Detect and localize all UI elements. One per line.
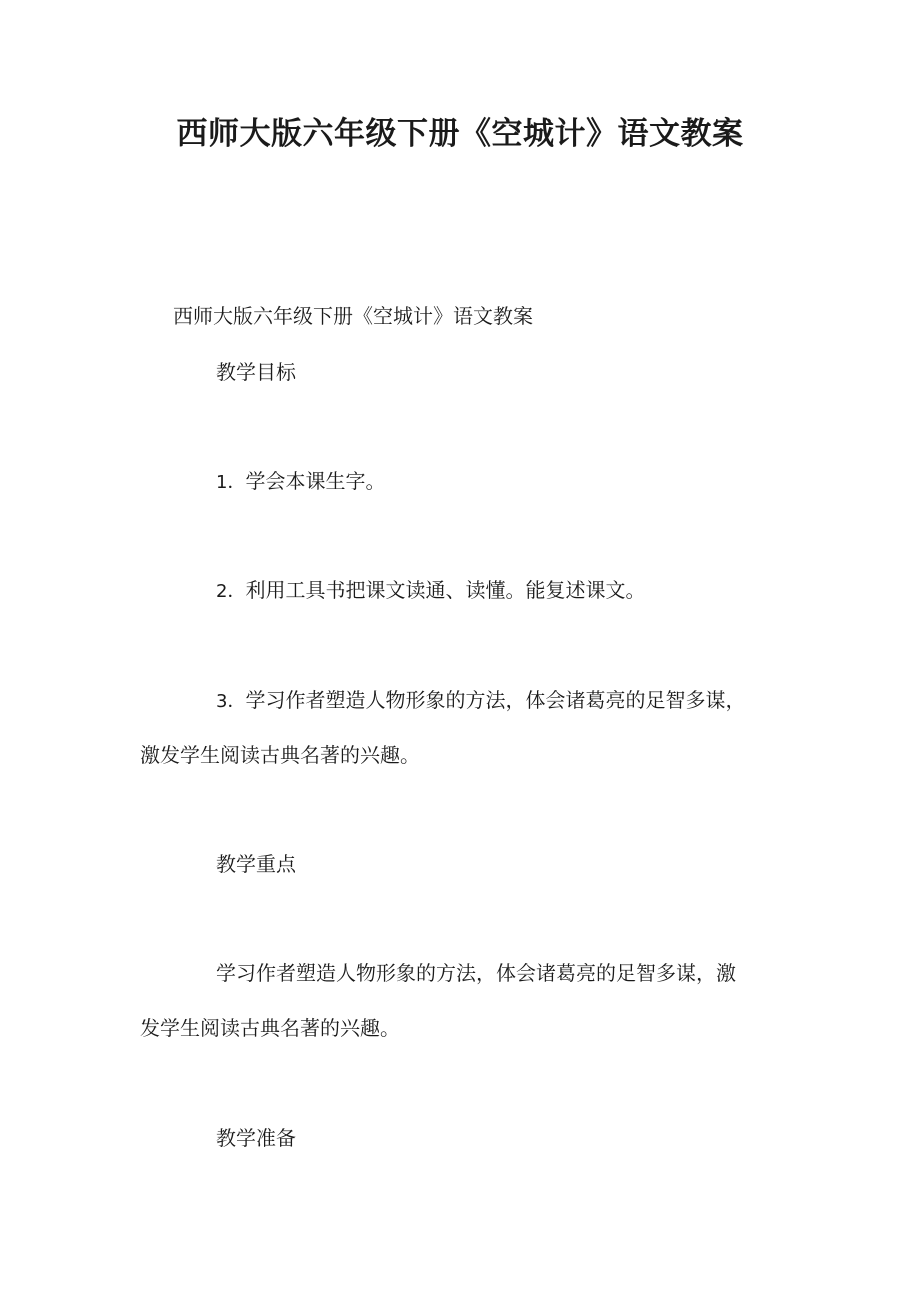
- goal-1-number: 1．: [216, 472, 246, 493]
- goal-3-number: 3．: [216, 691, 246, 712]
- focus-text-line1: 学习作者塑造人物形象的方法，体会诸葛亮的足智多谋，激: [216, 961, 736, 985]
- document-subtitle: 西师大版六年级下册《空城计》语文教案: [173, 304, 533, 328]
- goal-item-1: [216, 467, 385, 497]
- goal-item-3: [216, 686, 745, 716]
- goal-item-2: [216, 576, 645, 606]
- goal-3-text-line2: 激发学生阅读古典名著的兴趣。: [140, 743, 420, 767]
- section-heading-focus: 教学重点: [216, 852, 296, 876]
- focus-text-line2: 发学生阅读古典名著的兴趣。: [140, 1016, 400, 1040]
- section-heading-prep: 教学准备: [216, 1126, 296, 1150]
- goal-1-text: 学会本课生字。: [245, 469, 386, 493]
- goal-2-text: 利用工具书把课文读通、读懂。能复述课文。: [245, 578, 646, 602]
- goal-3-text-line1: 学习作者塑造人物形象的方法，体会诸葛亮的足智多谋，: [245, 688, 746, 712]
- section-heading-goals: 教学目标: [216, 360, 296, 384]
- document-title: 西师大版六年级下册《空城计》语文教案: [176, 116, 744, 152]
- goal-2-number: 2．: [216, 581, 246, 602]
